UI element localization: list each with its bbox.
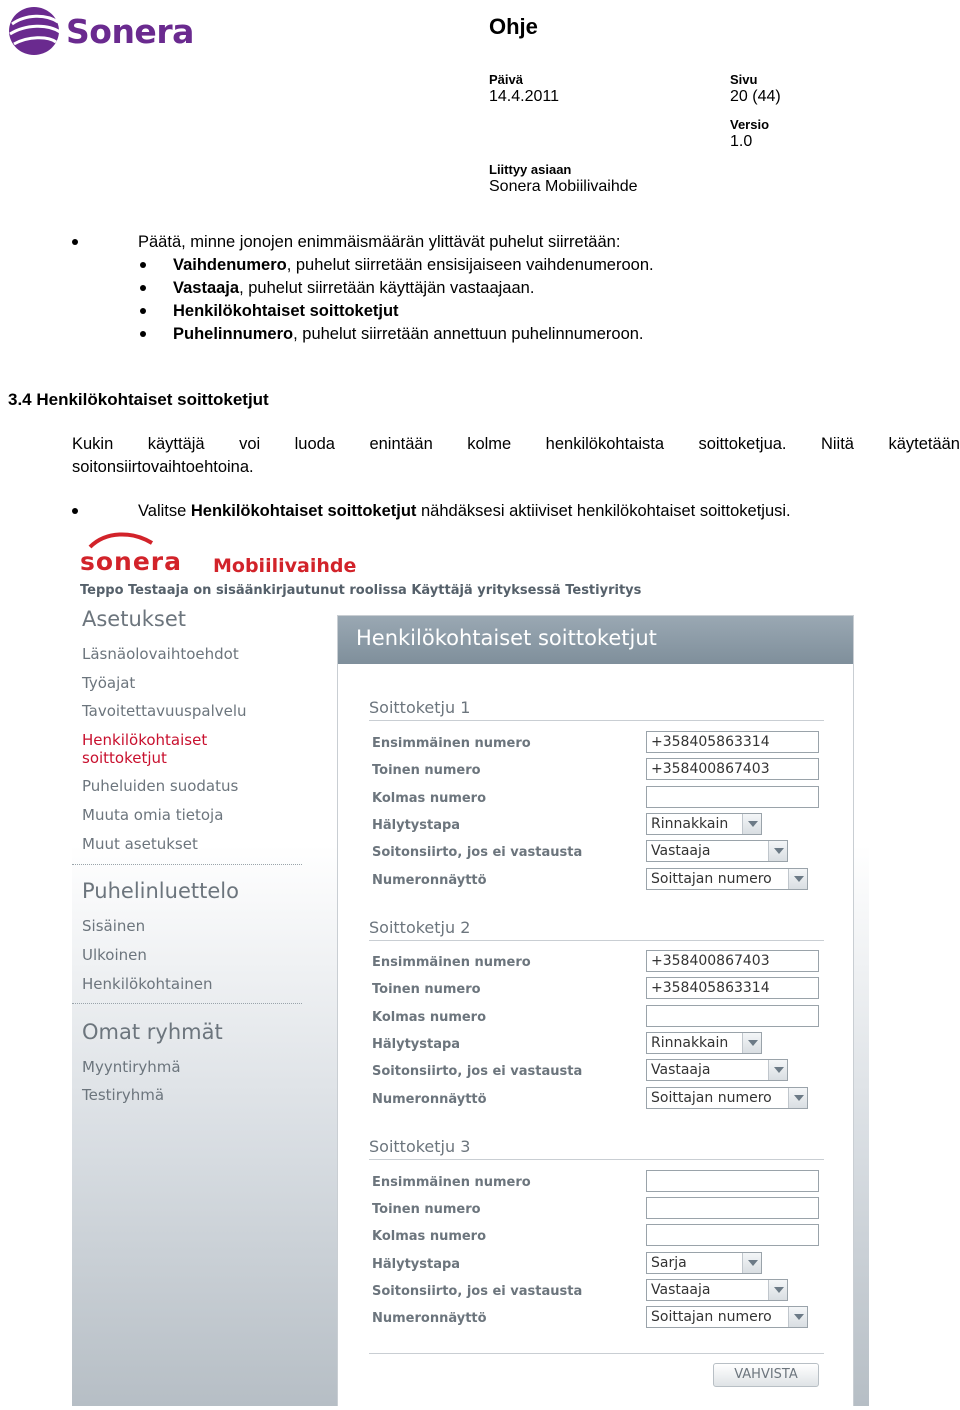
field-label: Toinen numero	[372, 1202, 481, 1217]
field-label: Ensimmäinen numero	[372, 955, 531, 970]
chevron-down-icon	[788, 869, 807, 889]
second-number-input[interactable]	[646, 1197, 819, 1219]
chevron-down-icon	[768, 1060, 787, 1080]
sidebar-item-internal[interactable]: Sisäinen	[82, 917, 146, 935]
first-number-input[interactable]: +358400867403	[646, 950, 819, 972]
chain-title: Soittoketju 1	[369, 698, 471, 717]
field-label: Soitonsiirto, jos ei vastausta	[372, 845, 583, 860]
confirm-button[interactable]: VAHVISTA	[713, 1363, 819, 1387]
login-status: Teppo Testaaja on sisäänkirjautunut roolissa Käyttäjä yrityksessä Testiyritys	[80, 583, 642, 598]
third-number-input[interactable]	[646, 1005, 819, 1027]
chevron-down-icon	[742, 1253, 761, 1273]
bullet-icon	[140, 285, 146, 291]
paragraph-line: Kukin käyttäjä voi luoda enintään kolme henkilökohtaista soittoketjua. Niitä käytetään	[72, 435, 960, 453]
document-title: Ohje	[489, 14, 538, 39]
chevron-down-icon	[788, 1307, 807, 1327]
date-label: Päivä	[489, 72, 523, 87]
field-label: Numeronnäyttö	[372, 1092, 487, 1107]
intro-option: Puhelinnumero, puhelut siirretään annettuun puhelinnumeroon.	[173, 325, 644, 343]
intro-option: Vastaaja, puhelut siirretään käyttäjän vastaajaan.	[173, 279, 535, 297]
no-answer-forward-select[interactable]: Vastaaja	[646, 1059, 788, 1081]
sidebar-heading-settings: Asetukset	[82, 607, 187, 631]
no-answer-forward-select[interactable]: Vastaaja	[646, 1279, 788, 1301]
page-value: 20 (44)	[730, 88, 781, 105]
sidebar-item-edit-info[interactable]: Muuta omia tietoja	[82, 806, 224, 824]
bullet-icon	[72, 508, 78, 514]
intro-option: Vaihdenumero, puhelut siirretään ensisijaiseen vaihdenumeroon.	[173, 256, 654, 274]
chevron-down-icon	[742, 814, 761, 834]
second-number-input[interactable]: +358405863314	[646, 977, 819, 999]
chevron-down-icon	[742, 1033, 761, 1053]
app-logo: sonera	[80, 547, 183, 576]
paragraph-line: soitonsiirtovaihtoehtoina.	[72, 458, 254, 476]
section-rule	[369, 720, 824, 721]
sidebar-item-personal[interactable]: Henkilökohtainen	[82, 975, 213, 993]
intro-lead: Päätä, minne jonojen enimmäismäärän ylittävät puhelut siirretään:	[138, 233, 621, 251]
field-label: Soitonsiirto, jos ei vastausta	[372, 1284, 583, 1299]
instruction: Valitse Henkilökohtaiset soittoketjut nähdäksesi aktiiviset henkilökohtaiset soittoketjusi.	[138, 502, 791, 520]
field-label: Soitonsiirto, jos ei vastausta	[372, 1064, 583, 1079]
sidebar-item-call-chains[interactable]: Henkilökohtaiset soittoketjut	[82, 731, 208, 767]
sidebar-item-test-group[interactable]: Testiryhmä	[82, 1086, 165, 1104]
field-label: Toinen numero	[372, 763, 481, 778]
alert-method-select[interactable]: Sarja	[646, 1252, 762, 1274]
section-rule	[369, 940, 824, 941]
number-display-select[interactable]: Soittajan numero	[646, 1087, 808, 1109]
section-heading: 3.4 Henkilökohtaiset soittoketjut	[8, 390, 269, 409]
alert-method-select[interactable]: Rinnakkain	[646, 813, 762, 835]
field-label: Ensimmäinen numero	[372, 1175, 531, 1190]
call-chains-panel	[337, 615, 854, 1406]
chevron-down-icon	[768, 1280, 787, 1300]
field-label: Kolmas numero	[372, 1010, 487, 1025]
date-value: 14.4.2011	[489, 88, 559, 105]
section-paragraph	[72, 433, 960, 479]
sidebar-item-call-filtering[interactable]: Puheluiden suodatus	[82, 777, 239, 795]
sonera-logo	[6, 4, 196, 58]
sidebar-item-reachability[interactable]: Tavoitettavuuspalvelu	[82, 702, 247, 720]
sidebar-item-other-settings[interactable]: Muut asetukset	[82, 835, 198, 853]
panel-header	[338, 616, 853, 664]
chevron-down-icon	[788, 1088, 807, 1108]
sonera-arc-icon	[86, 529, 156, 549]
chain-title: Soittoketju 3	[369, 1137, 471, 1156]
number-display-select[interactable]: Soittajan numero	[646, 868, 808, 890]
bullet-icon	[140, 262, 146, 268]
chain-title: Soittoketju 2	[369, 918, 471, 937]
sidebar-divider	[72, 864, 302, 865]
subject-label: Liittyy asiaan	[489, 162, 572, 177]
field-label: Kolmas numero	[372, 1229, 487, 1244]
section-rule	[369, 1353, 824, 1354]
sidebar-item-external[interactable]: Ulkoinen	[82, 946, 147, 964]
field-label: Ensimmäinen numero	[372, 736, 531, 751]
field-label: Toinen numero	[372, 982, 481, 997]
alert-method-select[interactable]: Rinnakkain	[646, 1032, 762, 1054]
number-display-select[interactable]: Soittajan numero	[646, 1306, 808, 1328]
intro-option: Henkilökohtaiset soittoketjut	[173, 302, 399, 320]
version-label: Versio	[730, 117, 770, 132]
screenshot	[72, 525, 869, 1406]
app-product-name: Mobiilivaihde	[213, 555, 357, 577]
sidebar-item-working-hours[interactable]: Työajat	[82, 674, 136, 692]
field-label: Hälytystapa	[372, 1257, 461, 1272]
field-label: Numeronnäyttö	[372, 1311, 487, 1326]
first-number-input[interactable]: +358405863314	[646, 731, 819, 753]
sidebar-heading-groups: Omat ryhmät	[82, 1020, 223, 1044]
sidebar-heading-phonebook: Puhelinluettelo	[82, 879, 239, 903]
field-label: Kolmas numero	[372, 791, 487, 806]
logo-wordmark: Sonera	[66, 12, 194, 51]
first-number-input[interactable]	[646, 1170, 819, 1192]
third-number-input[interactable]	[646, 1224, 819, 1246]
field-label: Hälytystapa	[372, 818, 461, 833]
section-rule	[369, 1159, 824, 1160]
sidebar-item-presence[interactable]: Läsnäolovaihtoehdot	[82, 645, 239, 663]
bullet-icon	[72, 239, 78, 245]
bullet-icon	[140, 308, 146, 314]
chevron-down-icon	[768, 841, 787, 861]
sidebar-item-sales-group[interactable]: Myyntiryhmä	[82, 1058, 181, 1076]
sidebar-divider	[72, 1003, 302, 1004]
field-label: Hälytystapa	[372, 1037, 461, 1052]
version-value: 1.0	[730, 133, 753, 150]
third-number-input[interactable]	[646, 786, 819, 808]
no-answer-forward-select[interactable]: Vastaaja	[646, 840, 788, 862]
field-label: Numeronnäyttö	[372, 873, 487, 888]
sonera-logo-icon	[6, 4, 62, 58]
panel-title: Henkilökohtaiset soittoketjut	[356, 626, 657, 650]
page-label: Sivu	[730, 72, 758, 87]
subject-value: Sonera Mobiilivaihde	[489, 178, 638, 195]
second-number-input[interactable]: +358400867403	[646, 758, 819, 780]
bullet-icon	[140, 331, 146, 337]
